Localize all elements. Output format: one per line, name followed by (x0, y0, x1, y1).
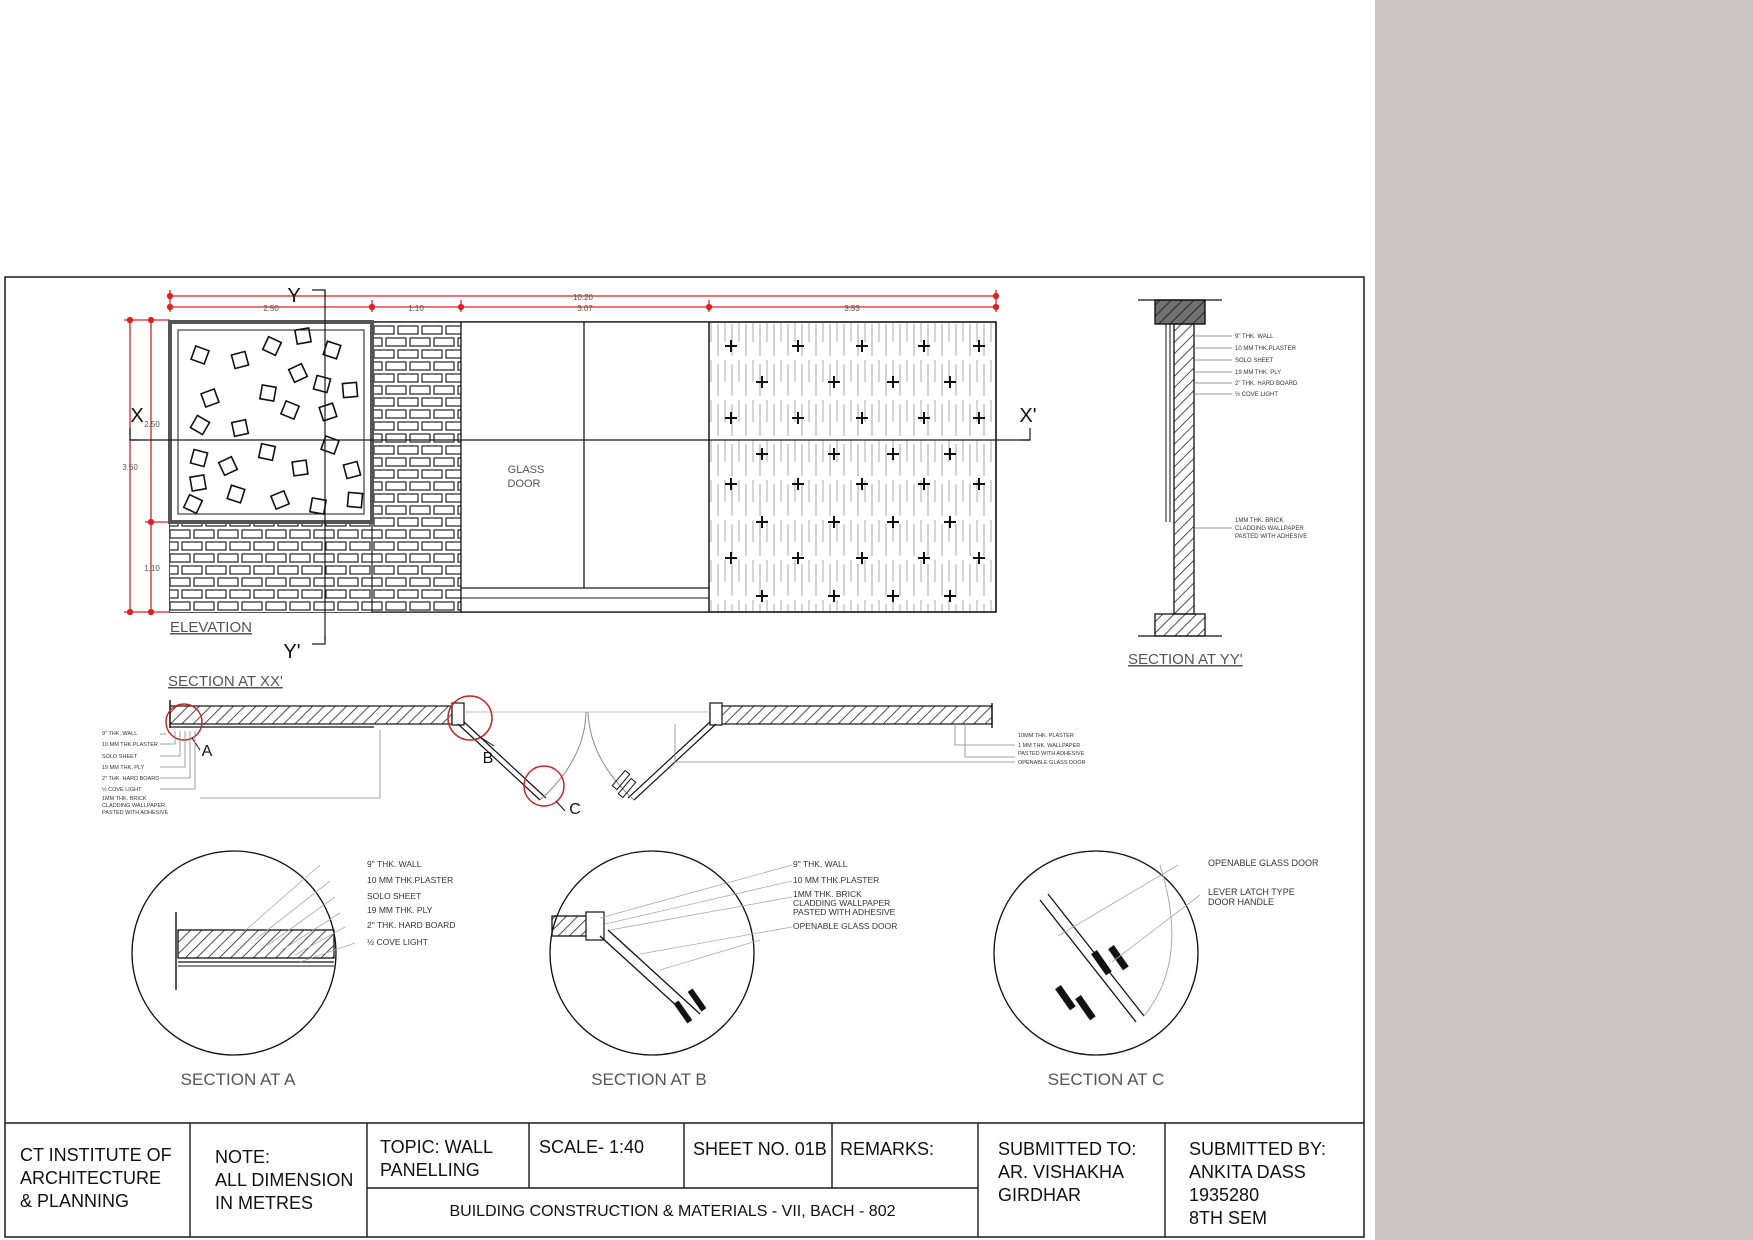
callout-label: 19 MM THK. PLY (367, 905, 433, 915)
detail-b-labels (793, 859, 897, 931)
callout-label: 9" THK. WALL (367, 859, 422, 869)
decorative-panel (170, 322, 372, 522)
detail-b-view (550, 851, 897, 1089)
section-xx-right-labels (1018, 733, 1086, 766)
callout-label: 10 MM THK.PLASTER (793, 875, 880, 885)
detail-c-title: SECTION AT C (1047, 1070, 1165, 1089)
callout-label: ½ COVE LIGHT (102, 787, 142, 793)
dim-dado-height: 1.10 (144, 564, 160, 573)
detail-a-wall (178, 930, 334, 958)
door-leaf-left (458, 724, 540, 800)
callout-label: 19 MM THK. PLY (1235, 370, 1282, 376)
marker-a: A (201, 743, 213, 760)
marker-b: B (482, 750, 494, 767)
detail-a-view (132, 851, 455, 1089)
marker-c: C (569, 801, 581, 818)
callout-label: 19 MM THK. PLY (102, 765, 145, 771)
elevation-view (122, 285, 1036, 663)
dim-panel-height: 2.50 (144, 420, 160, 429)
callout-label: 1 MM THK. WALLPAPER (1018, 743, 1081, 749)
callout-label: SOLO SHEET (1235, 358, 1274, 364)
glass-door-label-2: DOOR (507, 478, 541, 490)
callout-label: SOLO SHEET (102, 754, 138, 760)
callout-label: PASTED WITH ADHESIVE (1235, 534, 1308, 540)
callout-label: 1MM THK. BRICK (793, 889, 862, 899)
textured-panel (709, 322, 996, 612)
callout-label: 10 MM THK.PLASTER (102, 742, 158, 748)
callout-label: OPENABLE GLASS DOOR (1018, 760, 1086, 766)
callout-label: 2" THK. HARD BOARD (1235, 381, 1298, 387)
detail-a-title: SECTION AT A (180, 1070, 296, 1089)
section-xx-left-labels (102, 731, 169, 816)
detail-a-labels (367, 859, 455, 947)
course-name: BUILDING CONSTRUCTION & MATERIALS - VII, BACH - 802 (449, 1203, 896, 1220)
marker-x: X (130, 405, 144, 427)
section-yy-labels (1235, 334, 1307, 540)
callout-label: 1MM THK. BRICK (1235, 518, 1284, 524)
callout-label: 9" THK. WALL (102, 731, 138, 737)
detail-b-circle (550, 851, 754, 1055)
marker-y: Y (287, 285, 301, 307)
callout-label: SOLO SHEET (367, 891, 422, 901)
section-xx-title: SECTION AT XX' (168, 673, 283, 690)
section-xx-view (102, 673, 1086, 818)
dim-panel-width: 2.50 (263, 304, 279, 313)
dim-door-width: 3.07 (577, 304, 593, 313)
glass-door (461, 322, 709, 612)
glass-door-label-1: GLASS (507, 464, 545, 476)
callout-label: PASTED WITH ADHESIVE (1018, 751, 1085, 757)
brick-dado (170, 522, 372, 612)
section-xx-wall-right (710, 706, 992, 724)
callout-label: 10 MM THK.PLASTER (1235, 346, 1296, 352)
callout-label: LEVER LATCH TYPE (1208, 887, 1295, 897)
scale-label: SCALE- 1:40 (539, 1137, 645, 1157)
callout-label: PASTED WITH ADHESIVE (102, 810, 169, 816)
callout-label: CLADDING WALLPAPER (102, 803, 165, 809)
sheet-number: SHEET NO. 01B (693, 1139, 827, 1159)
elevation-title: ELEVATION (170, 619, 252, 636)
callout-c (524, 766, 564, 806)
section-yy-wall (1174, 324, 1194, 614)
callout-label: 2" THK. HARD BOARD (367, 920, 456, 930)
detail-c-labels (1208, 858, 1319, 907)
section-xx-wall-left (170, 706, 452, 724)
callout-label: ½ COVE LIGHT (367, 937, 428, 947)
callout-label: OPENABLE GLASS DOOR (793, 921, 898, 931)
section-yy-title: SECTION AT YY' (1128, 651, 1243, 668)
detail-c-view (994, 851, 1319, 1089)
callout-label: 10MM THK. PLASTER (1018, 733, 1074, 739)
callout-label: CLADDING WALLPAPER (1235, 526, 1304, 532)
callout-label: 9" THK. WALL (1235, 334, 1274, 340)
institute-name: CT INSTITUTE OF ARCHITECTURE & PLANNING (20, 1145, 172, 1211)
submitted-to-block: SUBMITTED TO: AR. VISHAKHA GIRDHAR (998, 1139, 1137, 1205)
dim-total-height: 3.60 (122, 463, 138, 472)
marker-y-prime: Y' (283, 641, 301, 663)
section-yy-view (1128, 300, 1307, 668)
marker-x-prime: X' (1019, 405, 1037, 427)
callout-label: ½ COVE LIGHT (1235, 392, 1279, 398)
dim-brick-width: 1.10 (408, 304, 424, 313)
callout-label: 10 MM THK.PLASTER (367, 875, 454, 885)
dim-right-panel-width: 3.53 (844, 304, 860, 313)
remarks-label: REMARKS: (840, 1139, 935, 1159)
callout-label: 9" THK. WALL (793, 859, 848, 869)
callout-label: DOOR HANDLE (1208, 897, 1275, 907)
detail-b-title: SECTION AT B (591, 1070, 707, 1089)
dim-total-width: 10.20 (572, 293, 594, 302)
submitted-by-block: SUBMITTED BY: ANKITA DASS 1935280 8TH SEM (1189, 1139, 1327, 1228)
topic-block: TOPIC: WALL PANELLING (380, 1137, 494, 1180)
brick-column (372, 322, 461, 612)
callout-label: CLADDING WALLPAPER (793, 898, 891, 908)
callout-label: 1MM THK. BRICK (102, 796, 147, 802)
callout-label: PASTED WITH ADHESIVE (793, 907, 896, 917)
callout-label: OPENABLE GLASS DOOR (1208, 858, 1319, 868)
callout-label: 2" THK. HARD BOARD (102, 776, 160, 782)
sidebar-panel (1375, 0, 1753, 1240)
note-block: NOTE: ALL DIMENSION IN METRES (215, 1147, 354, 1213)
